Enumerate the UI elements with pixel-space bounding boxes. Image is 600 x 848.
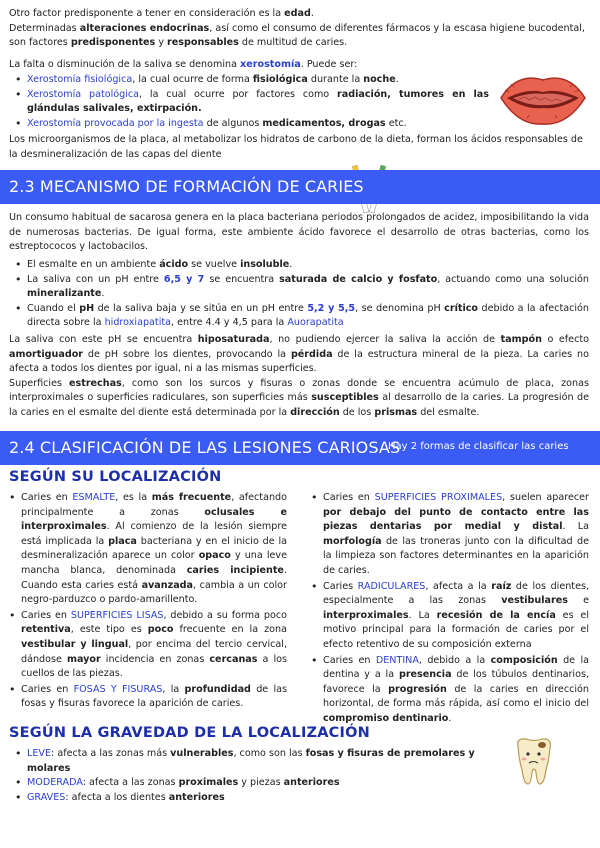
- hiposaturada-paragraph: La saliva con este pH se encuentra hiposaturada, no pudiendo ejercer la saliva la acción de tampón o efecto amortiguador de pH sobre los dientes, provocando la pérdida de la estructura mineral de la pieza. La caries no afecta a todos los dientes por igual, ni a las mismas superficies.: [9, 334, 590, 375]
- list-item: • Caries en ESMALTE, es la más frecuente, afectando principalmente a zonas oclusales e interproximales. Al comienzo de la lesión siempre está implicada la placa bacteriana y en el inicio de la desmineralización aparece un color opaco y una leve mancha blanca, denominada caries incipiente. Cuando esta caries está avanzada, cambia a un color negro-parduzco o pardo-amarillento.: [3, 491, 287, 608]
- xerostomia-intro: La falta o disminución de la saliva se denomina xerostomía. Puede ser:: [9, 59, 358, 70]
- list-item: • Xerostomía provocada por la ingesta de algunos medicamentos, drogas etc.: [9, 117, 489, 132]
- sad-tooth-illustration: [512, 736, 556, 788]
- xerostomia-list: [9, 73, 489, 131]
- list-item: • LEVE: afecta a las zonas más vulnerables, como son las fosas y fisuras de premolares y molares: [9, 747, 519, 776]
- intro-paragraph-endocrine: Determinadas alteraciones endocrinas, así como el consumo de diferentes fármacos y la escasa higiene bucodental, son factores predisponentes y responsables de multitud de caries.: [9, 22, 585, 49]
- microorganisms-paragraph: [9, 133, 589, 162]
- section-2-3-body: [9, 211, 589, 255]
- severity-list: [9, 747, 519, 805]
- list-item: • Xerostomía patológica, la cual ocurre por factores como radiación, tumores en las glándulas salivales, extirpación.: [9, 88, 489, 117]
- list-item: • Caries en DENTINA, debido a la composición de la dentina y a la presencia de los túbulos dentinarios, favorece la progresión de la caries en dirección horizontal, de forma más rápida, así como el inicio del compromiso dentinario.: [305, 654, 589, 727]
- list-item: • MODERADA: afecta a las zonas proximales y piezas anteriores: [9, 776, 519, 791]
- list-item: • Caries en FOSAS Y FISURAS, la profundidad de las fosas y fisuras favorece la aparición de caries.: [3, 683, 287, 712]
- dry-mouth-illustration: [497, 68, 589, 130]
- localization-list-left: [3, 491, 287, 713]
- list-item: • La saliva con un pH entre 6,5 y 7 se encuentra saturada de calcio y fosfato, actuando como una solución mineralizante.: [9, 273, 589, 302]
- localization-list-right: [305, 491, 589, 728]
- list-item: • Caries RADICULARES, afecta a la raíz de los dientes, especialmente a las zonas vestibulares e interproximales. La recesión de la encía es el motivo principal para la formación de caries por el efecto retentivo de su composición externa: [305, 580, 589, 653]
- subheading-gravedad: SEGÚN LA GRAVEDAD DE LA LOCALIZACIÓN: [9, 725, 370, 741]
- section-2-4-title: 2.4 CLASIFICACIÓN DE LAS LESIONES CARIOSAS: [9, 438, 401, 457]
- intro-text: [9, 7, 589, 51]
- intro-paragraph-age: Otro factor predisponente a tener en consideración es la edad.: [9, 8, 314, 19]
- section-2-3-header: [0, 170, 600, 204]
- section-2-3-title: 2.3 MECANISMO DE FORMACIÓN DE CARIES: [9, 177, 364, 196]
- ph-list: [9, 258, 589, 331]
- surfaces-paragraph: Superficies estrechas, como son los surcos y fisuras o zonas donde se encuentra acúmulo de placa, zonas interproximales o superficies radiculares, son superficies más susceptibles al desarrollo de la caries. La progresión de la caries en el esmalte del diente está determinada por la dirección de los prismas del esmalte.: [9, 377, 590, 418]
- section-2-4-note: Hay 2 formas de clasificar las caries: [388, 441, 569, 452]
- saliva-paragraphs: [9, 333, 589, 421]
- list-item: • Caries en SUPERFICIES LISAS, debido a su forma poco retentiva, este tipo es poco frecuente en la zona vestibular y lingual, por encima del tercio cervical, dándose mayor incidencia en zonas cercanas a los cuellos de las piezas.: [3, 609, 287, 682]
- list-item: • Cuando el pH de la saliva baja y se sitúa en un pH entre 5,2 y 5,5, se denomina pH crítico debido a la afectación directa sobre la hidroxiapatita, entre 4.4 y 4,5 para la Auorapatita: [9, 302, 589, 331]
- list-item: • Xerostomía fisiológica, la cual ocurre de forma fisiológica durante la noche.: [9, 73, 489, 88]
- sucrose-paragraph: Un consumo habitual de sacarosa genera en la placa bacteriana periodos prolongados de acidez, imposibilitando la vida de numerosas bacterias. De igual forma, este ambiente ácido favorece el desarrollo de otras bacterias, como los estreptococos y lactobacilos.: [9, 212, 589, 253]
- list-item: • El esmalte en un ambiente ácido se vuelve insoluble.: [9, 258, 589, 273]
- subheading-localizacion: SEGÚN SU LOCALIZACIÓN: [9, 469, 222, 485]
- microorganisms-text: Los microorganismos de la placa, al metabolizar los hidratos de carbono de la dieta, forman los ácidos responsables de la desmineralización de las capas del diente: [9, 134, 583, 160]
- list-item: • GRAVES: afecta a los dientes anteriores: [9, 791, 519, 806]
- section-2-4-header: [0, 431, 600, 465]
- list-item: • Caries en SUPERFICIES PROXIMALES, suelen aparecer por debajo del punto de contacto entre las piezas dentarias por medial y distal. La morfología de las troneras junto con la dificultad de la limpieza son factores determinantes en la aparición de caries.: [305, 491, 589, 579]
